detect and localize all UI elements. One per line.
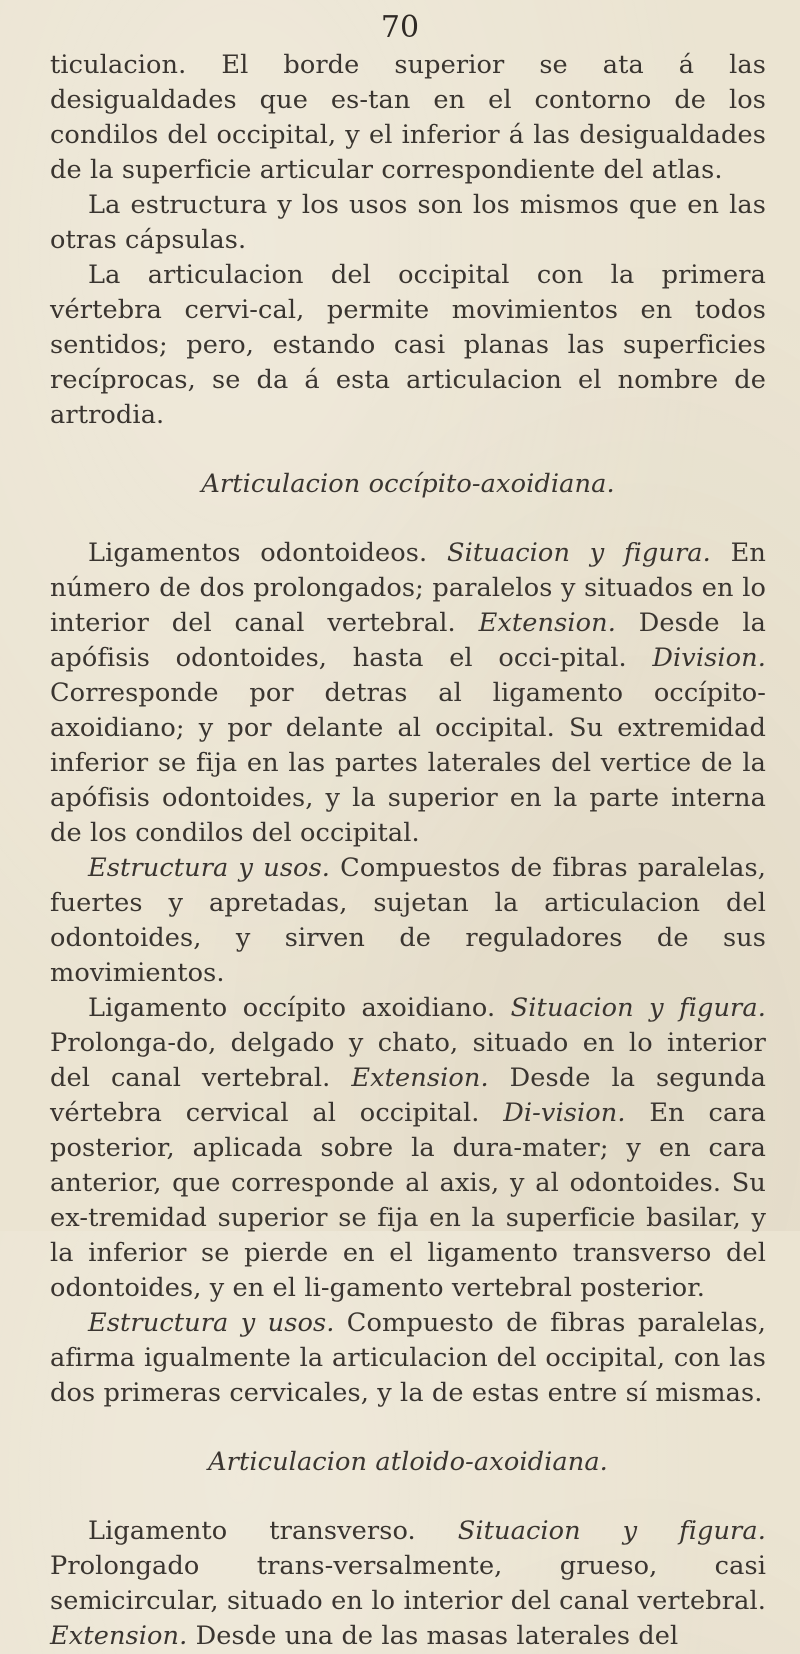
text-segment: Desde la segunda vértebra cervical al occipital.	[50, 1063, 767, 1128]
text-segment: Corresponde por detras al ligamento occípito-axoidiano; y por delante al occipital. Su extremidad inferior se fija en las partes laterales del vertice de la apófisis odontoides, y la superior en la parte interna de los condilos del occipital.	[50, 678, 766, 848]
paragraph-occipito-axoidiano-ligament	[50, 991, 766, 1306]
italic-label: Division.	[652, 643, 766, 673]
italic-label: Extension.	[50, 1621, 188, 1651]
text-segment: Desde una de las masas laterales del	[187, 1621, 679, 1651]
italic-label: Extension.	[351, 1063, 489, 1093]
page-text	[50, 48, 766, 1654]
paragraph-odontoid-structure	[50, 851, 766, 991]
text-segment: Ligamento occípito axoidiano.	[88, 993, 511, 1023]
italic-label: Estructura y usos.	[88, 853, 331, 883]
text-segment: Prolonga-do, delgado y chato, situado en lo interior del canal vertebral.	[50, 1028, 766, 1093]
text-segment: La estructura y los usos son los mismos que en las otras cápsulas.	[50, 190, 766, 255]
text-segment: Prolongado trans-versalmente, grueso, casi semicircular, situado en lo interior del canal vertebral.	[50, 1551, 766, 1616]
text-segment: ticulacion. El borde superior se ata á las desigualdades que es-tan en el contorno de los condilos del occipital, y el inferior á las desigualdades de la superficie articular correspondiente del atlas.	[50, 50, 766, 185]
text-segment: Compuestos de fibras paralelas, fuertes y apretadas, sujetan la articulacion del odontoides, y sirven de reguladores de sus movimientos.	[50, 853, 766, 988]
section-heading-occipito-axoidiana: Articulacion occípito-axoidiana.	[201, 469, 615, 499]
paragraph-odontoid-ligaments	[50, 536, 766, 851]
text-segment: En número de dos prolongados; paralelos y situados en lo interior del canal vertebral.	[50, 538, 766, 638]
italic-label: Di-vision.	[503, 1098, 626, 1128]
italic-label: Estructura y usos.	[88, 1308, 335, 1338]
text-segment: Ligamentos odontoideos.	[88, 538, 447, 568]
text-segment: Compuesto de fibras paralelas, afirma igualmente la articulacion del occipital, con las dos primeras cervicales, y la de estas entre sí mismas.	[50, 1308, 766, 1408]
italic-label: Situacion y figura.	[457, 1516, 766, 1546]
section-heading-atloido-axoidiana: Articulacion atloido-axoidiana.	[208, 1447, 608, 1477]
text-segment: Desde la apófisis odontoides, hasta el occi-pital.	[50, 608, 766, 673]
italic-label: Situacion y figura.	[510, 993, 766, 1023]
paragraph-occipito-axoidiano-structure	[50, 1306, 766, 1411]
paragraph-structure-uses	[50, 188, 766, 258]
text-segment: En cara posterior, aplicada sobre la dura-mater; y en cara anterior, que corresponde al axis, y al odontoides. Su ex-tremidad superior se fija en la superficie basilar, y la inferior se pierde en el ligamento transverso del odontoides, y en el li-gamento vertebral posterior.	[50, 1098, 766, 1303]
italic-label: Extension.	[478, 608, 616, 638]
text-segment: La articulacion del occipital con la primera vértebra cervi-cal, permite movimientos en todos sentidos; pero, estando casi planas las superficies recíprocas, se da á esta articulacion el nombre de artrodia.	[50, 260, 766, 430]
text-segment: Ligamento transverso.	[88, 1516, 458, 1546]
page-number: 70	[380, 10, 420, 45]
paragraph-arthrodia	[50, 258, 766, 433]
paragraph-transverse-ligament	[50, 1514, 766, 1654]
italic-label: Situacion y figura.	[446, 538, 711, 568]
paragraph-condyle-borders	[50, 48, 766, 188]
